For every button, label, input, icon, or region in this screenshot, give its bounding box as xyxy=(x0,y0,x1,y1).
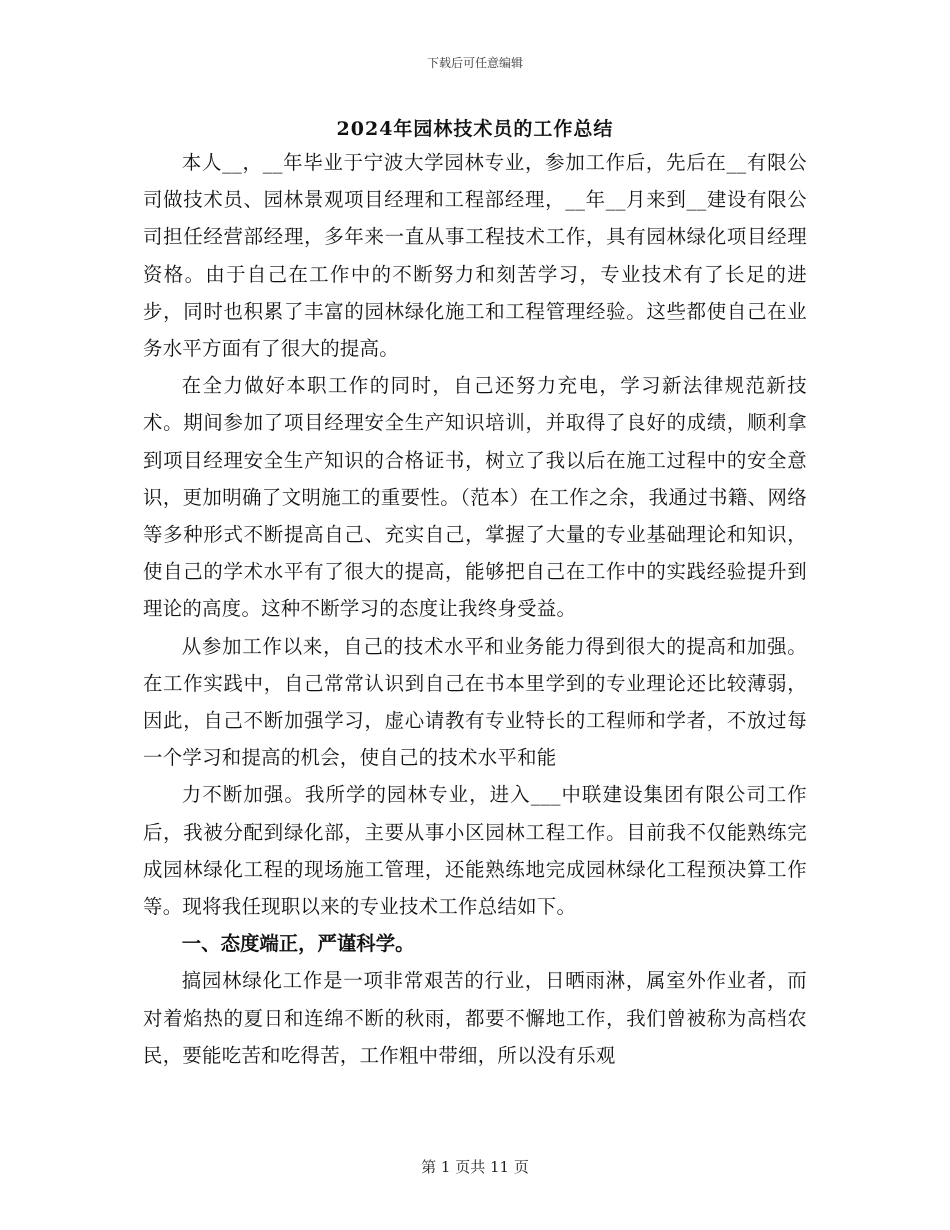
paragraph-4: 力不断加强。我所学的园林专业，进入___中联建设集团有限公司工作后，我被分配到绿化部，主要从事小区园林工程工作。目前我不仅能熟练完成园林绿化工程的现场施工管理，还能熟练地完成园林绿化工程预决算工作等。现将我任现职以来的专业技术工作总结如下。 xyxy=(143,783,807,919)
paragraph-2: 在全力做好本职工作的同时，自己还努力充电，学习新法律规范新技术。期间参加了项目经理安全生产知识培训，并取得了良好的成绩，顺利拿到项目经理安全生产知识的合格证书，树立了我以后在施工过程中的安全意识，更加明确了文明施工的重要性。（范本）在工作之余，我通过书籍、网络等多种形式不断提高自己、充实自己，掌握了大量的专业基础理论和知识，使自己的学术水平有了很大的提高，能够把自己在工作中的实践经验提升到理论的高度。这种不断学习的态度让我终身受益。 xyxy=(143,374,807,621)
page-number-footer: 第 1 页共 11 页 xyxy=(421,1158,529,1176)
paragraph-1: 本人__，__年毕业于宁波大学园林专业，参加工作后，先后在__有限公司做技术员、园林景观项目经理和工程部经理，__年__月来到__建设有限公司担任经营部经理，多年来一直从事工程技术工作，具有园林绿化项目经理资格。由于自己在工作中的不断努力和刻苦学习，专业技术有了长足的进步，同时也积累了丰富的园林绿化施工和工程管理经验。这些都使自己在业务水平方面有了很大的提高。 xyxy=(143,151,807,361)
paragraph-3: 从参加工作以来，自己的技术水平和业务能力得到很大的提高和加强。在工作实践中，自己常常认识到自己在书本里学到的专业理论还比较薄弱，因此，自己不断加强学习，虚心请教有专业特长的工程师和学者，不放过每一个学习和提高的机会，使自己的技术水平和能 xyxy=(143,634,807,770)
page-header-note: 下载后可任意编辑 xyxy=(426,56,523,70)
document-body xyxy=(143,144,807,1074)
section-heading-1: 一、态度端正，严谨科学。 xyxy=(181,932,415,956)
document-title: 2024年园林技术员的工作总结 xyxy=(336,118,614,140)
section-1-paragraph: 搞园林绿化工作是一项非常艰苦的行业，日晒雨淋，属室外作业者，而对着焰热的夏日和连绵不断的秋雨，都要不懈地工作，我们曾被称为高档农民，要能吃苦和吃得苦，工作粗中带细，所以没有乐观 xyxy=(143,969,807,1067)
